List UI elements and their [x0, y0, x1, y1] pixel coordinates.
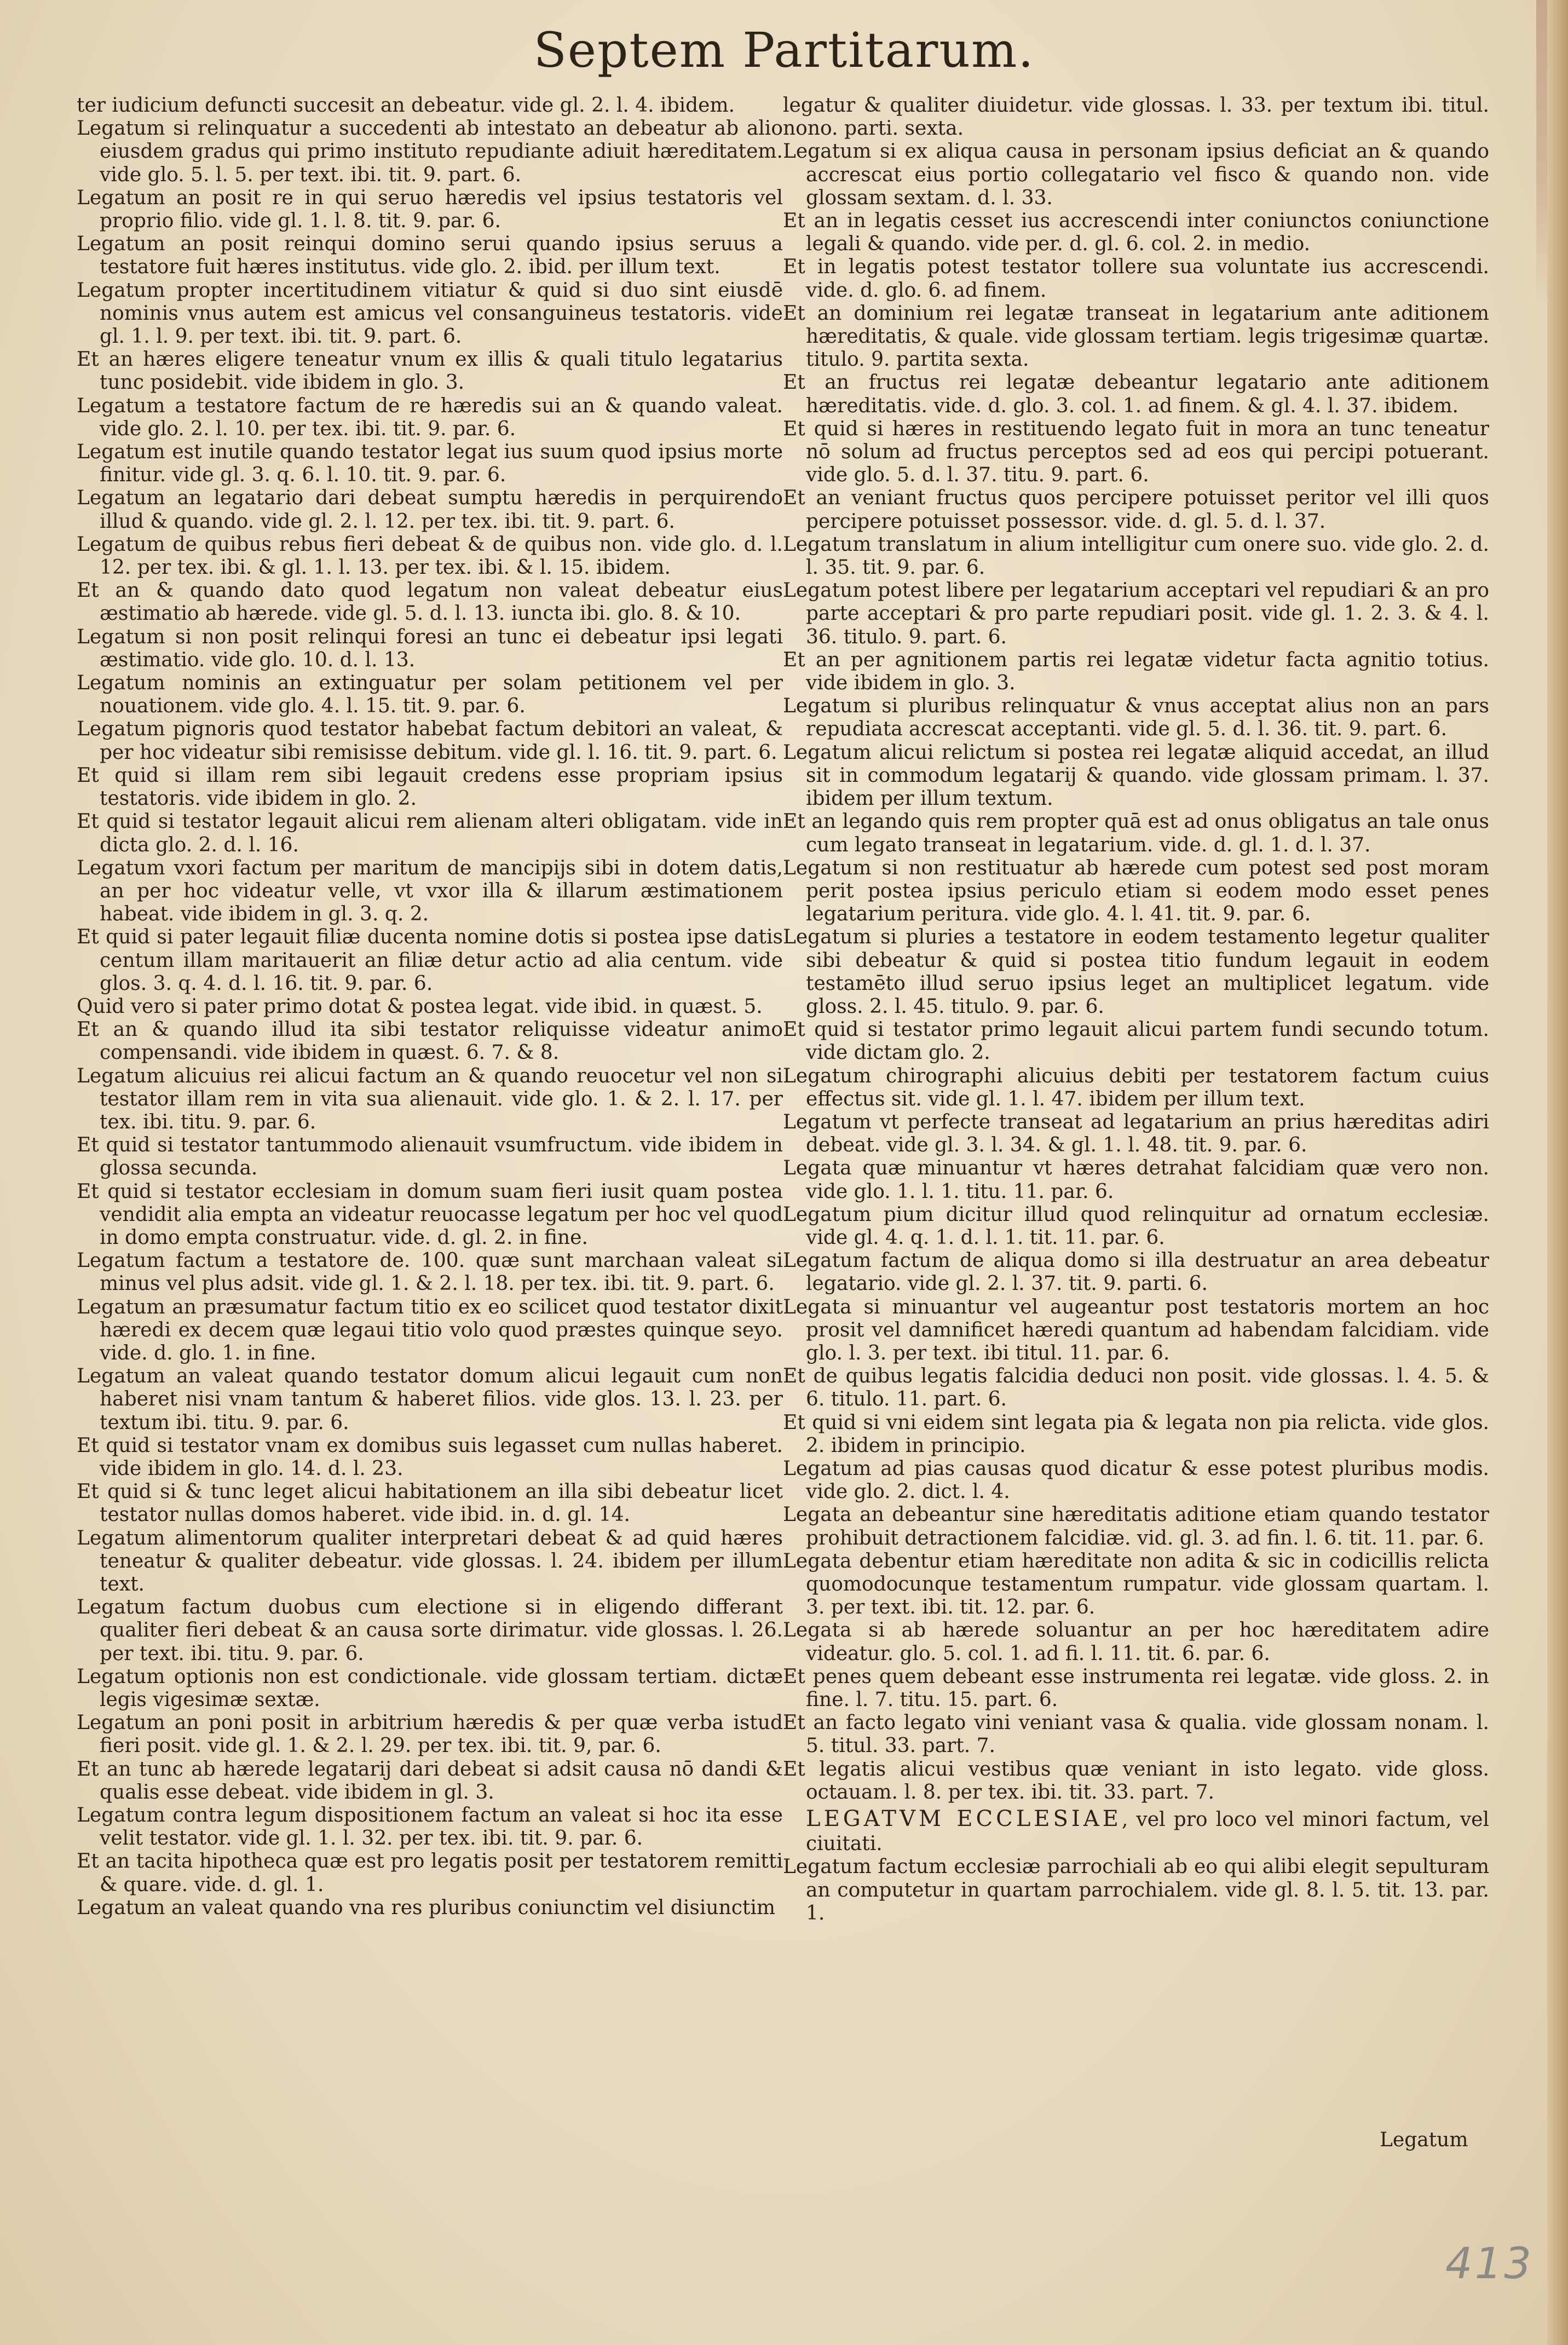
- index-entry: Legatum an posit re in qui seruo hæredis vel ipsius testatoris vel proprio filio. vide gl. 1. l. 8. tit. 9. par. 6.: [77, 186, 783, 233]
- index-entry: Et quid si testator vnam ex domibus suis legasset cum nullas haberet. vide ibidem in glo. 14. d. l. 23.: [77, 1434, 783, 1480]
- running-header: Septem Partitarum.: [533, 22, 1035, 78]
- index-entry: Legatum factum de aliqua domo si illa destruatur an area debeatur legatario. vide gl. 2. l. 37. tit. 9. parti. 6.: [783, 1249, 1489, 1295]
- index-entry: Legatum si non posit relinqui foresi an tunc ei debeatur ipsi legati æstimatio. vide glo. 10. d. l. 13.: [77, 625, 783, 671]
- index-entry: Legata an debeantur sine hæreditatis aditione etiam quando testator prohibuit detractionem falcidiæ. vid. gl. 3. ad fin. l. 6. tit. 11. par. 6.: [783, 1503, 1489, 1549]
- folio-number: 413: [1445, 2239, 1534, 2289]
- index-entry: Et quid si testator legauit alicui rem alienam alteri obligatam. vide in dicta glo. 2. d. l. 16.: [77, 810, 783, 856]
- index-entry: Legatum potest libere per legatarium acceptari vel repudiari & an pro parte acceptari & pro parte repudiari posit. vide gl. 1. 2. 3. & 4. l. 36. titulo. 9. part. 6.: [783, 579, 1489, 648]
- index-entry: Legatum nominis an extinguatur per solam petitionem vel per nouationem. vide glo. 4. l. 15. tit. 9. par. 6.: [77, 672, 783, 718]
- index-entry: Et legatis alicui vestibus quæ veniant in isto legato. vide gloss. octauam. l. 8. per tex. ibi. tit. 33. part. 7.: [783, 1758, 1489, 1804]
- index-entry: Legatum an posit reinqui domino serui quando ipsius seruus a testatore fuit hæres institutus. vide glo. 2. ibid. per illum text.: [77, 233, 783, 279]
- index-entry: Legatum vxori factum per maritum de mancipijs sibi in dotem datis, an per hoc videatur velle, vt vxor illa & illarum æstimationem habeat. vide ibidem in gl. 3. q. 2.: [77, 856, 783, 926]
- section-heading-sub: , vel pro loco vel minori factum, vel ciuitati.: [806, 1808, 1489, 1856]
- index-entry: Legatum alicui relictum si postea rei legatæ aliquid accedat, an illud sit in commodum legatarij & quando. vide glossam primam. l. 37. ibidem per illum textum.: [783, 741, 1489, 810]
- index-entry: Legatum a testatore factum de re hæredis sui an & quando valeat. vide glo. 2. l. 10. per tex. ibi. tit. 9. par. 6.: [77, 394, 783, 440]
- index-entry: Et an dominium rei legatæ transeat in legatarium ante aditionem hæreditatis, & quale. vide glossam tertiam. legis trigesimæ quartæ. titulo. 9. partita sexta.: [783, 302, 1489, 371]
- index-entry: Et quid si hæres in restituendo legato fuit in mora an tunc teneatur nō solum ad fructus perceptos sed ad eos qui percipi potuerant. vide glo. 5. d. l. 37. titu. 9. part. 6.: [783, 417, 1489, 487]
- index-entry: Legatum si relinquatur a succedenti ab intestato an debeatur ab alio eiusdem gradus qui primo instituto repudiante adiuit hæreditatem. vide glo. 5. l. 5. per text. ibi. tit. 9. part. 6.: [77, 117, 783, 186]
- index-entry: Et quid si testator primo legauit alicui partem fundi secundo totum. vide dictam glo. 2.: [783, 1018, 1489, 1064]
- index-entry: Et an legando quis rem propter quā est ad onus obligatus an tale onus cum legato transeat in legatarium. vide. d. gl. 1. d. l. 37.: [783, 810, 1489, 856]
- index-entry: Et an tacita hipotheca quæ est pro legatis posit per testatorem remitti & quare. vide. d. gl. 1.: [77, 1850, 783, 1896]
- index-entry: Legatum alicuius rei alicui factum an & quando reuocetur vel non si testator illam rem in vita sua alienauit. vide glo. 1. & 2. l. 17. per tex. ibi. titu. 9. par. 6.: [77, 1064, 783, 1133]
- index-entry: Legatum vt perfecte transeat ad legatarium an prius hæreditas adiri debeat. vide gl. 3. l. 34. & gl. 1. l. 48. tit. 9. par. 6.: [783, 1110, 1489, 1157]
- index-entry: Et an in legatis cesset ius accrescendi inter coniunctos coniunctione legali & quando. vide per. d. gl. 6. col. 2. in medio.: [783, 210, 1489, 256]
- index-entry: Legatum si pluries a testatore in eodem testamento legetur qualiter sibi debeatur & quid si postea titio fundum legauit in eodem testamēto illud seruo ipsius leget an multiplicet legatum. vide gloss. 2. l. 45. titulo. 9. par. 6.: [783, 926, 1489, 1018]
- index-entry: Legatum est inutile quando testator legat ius suum quod ipsius morte finitur. vide gl. 3. q. 6. l. 10. tit. 9. par. 6.: [77, 441, 783, 487]
- index-entry: Et quid si testator ecclesiam in domum suam fieri iusit quam postea vendidit alia empta an videatur reuocasse legatum per hoc vel quod in domo empta construatur. vide. d. gl. 2. in fine.: [77, 1180, 783, 1249]
- index-entry: ter iudicium defuncti succesit an debeatur. vide gl. 2. l. 4. ibidem.: [77, 94, 735, 117]
- index-entry: Legatum an poni posit in arbitrium hæredis & per quæ verba istud fieri posit. vide gl. 1. & 2. l. 29. per tex. ibi. tit. 9, par. 6.: [77, 1712, 783, 1758]
- index-entry: Legatum an valeat quando testator domum alicui legauit cum non haberet nisi vnam tantum & haberet filios. vide glos. 13. l. 23. per textum ibi. titu. 9. par. 6.: [77, 1365, 783, 1434]
- index-entry: Legata si ab hærede soluantur an per hoc hæreditatem adire videatur. glo. 5. col. 1. ad fi. l. 11. tit. 6. par. 6.: [783, 1619, 1489, 1665]
- index-entry: Legatum si ex aliqua causa in personam ipsius deficiat an & quando accrescat eius portio collegatario vel fisco & quando non. vide glossam sextam. d. l. 33.: [783, 140, 1489, 209]
- index-entry: Et quid si vni eidem sint legata pia & legata non pia relicta. vide glos. 2. ibidem in principio.: [783, 1411, 1489, 1457]
- section-entry: Legatum factum ecclesiæ parrochiali ab eo qui alibi elegit sepulturam an computetur in quartam parrochialem. vide gl. 8. l. 5. tit. 13. par. 1.: [783, 1856, 1489, 1925]
- left-column: [77, 94, 783, 1920]
- index-entry: Legatum translatum in alium intelligitur cum onere suo. vide glo. 2. d. l. 35. tit. 9. par. 6.: [783, 533, 1489, 579]
- index-entry: Et de quibus legatis falcidia deduci non posit. vide glossas. l. 4. 5. & 6. titulo. 11. part. 6.: [783, 1365, 1489, 1411]
- page-edge: [1547, 0, 1568, 2345]
- index-entry: Et penes quem debeant esse instrumenta rei legatæ. vide gloss. 2. in fine. l. 7. titu. 15. part. 6.: [783, 1665, 1489, 1712]
- index-entry: Legatum chirographi alicuius debiti per testatorem factum cuius effectus sit. vide gl. 1. l. 47. ibidem per illum text.: [783, 1064, 1489, 1110]
- index-entry: Et an & quando dato quod legatum non valeat debeatur eius æstimatio ab hærede. vide gl. 5. d. l. 13. iuncta ibi. glo. 8. & 10.: [77, 579, 783, 625]
- index-entry: Et quid si testator tantummodo alienauit vsumfructum. vide ibidem in glossa secunda.: [77, 1134, 783, 1180]
- index-entry: Legata si minuantur vel augeantur post testatoris mortem an hoc prosit vel damnificet hæredi quantum ad habendam falcidiam. vide glo. l. 3. per text. ibi titul. 11. par. 6.: [783, 1295, 1489, 1364]
- index-entry: Et an facto legato vini veniant vasa & qualia. vide glossam nonam. l. 5. titul. 33. part. 7.: [783, 1712, 1489, 1758]
- index-entry: Et quid si & tunc leget alicui habitationem an illa sibi debeatur licet testator nullas domos haberet. vide ibid. in. d. gl. 14.: [77, 1480, 783, 1526]
- index-entry: Et an & quando illud ita sibi testator reliquisse videatur animo compensandi. vide ibidem in quæst. 6. 7. & 8.: [77, 1018, 783, 1064]
- index-entry: Legatum optionis non est condictionale. vide glossam tertiam. dictæ legis vigesimæ sextæ.: [77, 1665, 783, 1712]
- index-entry: Et quid si illam rem sibi legauit credens esse propriam ipsius testatoris. vide ibidem in glo. 2.: [77, 764, 783, 810]
- index-entry: Et an per agnitionem partis rei legatæ videtur facta agnitio totius. vide ibidem in glo. 3.: [783, 648, 1489, 695]
- index-entry: Et an fructus rei legatæ debeantur legatario ante aditionem hæreditatis. vide. d. glo. 3. col. 1. ad finem. & gl. 4. l. 37. ibidem.: [783, 371, 1489, 417]
- index-entry: Legata debentur etiam hæreditate non adita & sic in codicillis relicta quomodocunque testamentum rumpatur. vide glossam quartam. l. 3. per text. ibi. tit. 12. par. 6.: [783, 1549, 1489, 1619]
- index-entry: Et an hæres eligere teneatur vnum ex illis & quali titulo legatarius tunc posidebit. vide ibidem in glo. 3.: [77, 348, 783, 394]
- index-entry: Legatum pignoris quod testator habebat factum debitori an valeat, & per hoc videatur sibi remisisse debitum. vide gl. l. 16. tit. 9. part. 6.: [77, 718, 783, 764]
- index-entry: Legatum si non restituatur ab hærede cum potest sed post moram perit postea ipsius periculo etiam si eodem modo esset penes legatarium peritura. vide glo. 4. l. 41. tit. 9. par. 6.: [783, 856, 1489, 926]
- index-entry: Quid vero si pater primo dotat & postea legat. vide ibid. in quæst. 5.: [77, 995, 763, 1018]
- index-entry: Legata quæ minuantur vt hæres detrahat falcidiam quæ vero non. vide glo. 1. l. 1. titu. 11. par. 6.: [783, 1157, 1489, 1203]
- index-entry: Legatum factum duobus cum electione si in eligendo differant qualiter fieri debeat & an causa sorte dirimatur. vide glossas. l. 26. per text. ibi. titu. 9. par. 6.: [77, 1596, 783, 1665]
- index-entry: Et in legatis potest testator tollere sua voluntate ius accrescendi. vide. d. glo. 6. ad finem.: [783, 256, 1489, 302]
- catchword: Legatum: [1380, 2129, 1468, 2151]
- index-entry: Legatum an legatario dari debeat sumptu hæredis in perquirendo illud & quando. vide gl. 2. l. 12. per tex. ibi. tit. 9. part. 6.: [77, 487, 783, 533]
- index-entry: Et quid si pater legauit filiæ ducenta nomine dotis si postea ipse datis centum illam maritauerit an filiæ detur actio ad alia centum. vide glos. 3. q. 4. d. l. 16. tit. 9. par. 6.: [77, 926, 783, 995]
- index-entry: Legatum ad pias causas quod dicatur & esse potest pluribus modis. vide glo. 2. dict. l. 4.: [783, 1457, 1489, 1503]
- index-entry: Legatum de quibus rebus fieri debeat & de quibus non. vide glo. d. l. 12. per tex. ibi. & gl. 1. l. 13. per tex. ibi. & l. 15. ibidem.: [77, 533, 783, 579]
- right-column: [783, 94, 1489, 1925]
- index-entry: legatur & qualiter diuidetur. vide glossas. l. 33. per textum ibi. titul. nono. parti. sexta.: [783, 94, 1489, 140]
- index-entry: Legatum an valeat quando vna res pluribus coniunctim vel disiunctim: [77, 1896, 775, 1919]
- index-entry: Legatum alimentorum qualiter interpretari debeat & ad quid hæres teneatur & qualiter debeatur. vide glossas. l. 24. ibidem per illum text.: [77, 1526, 783, 1595]
- section-heading-title: LEGATVM ECCLESIAE: [806, 1806, 1122, 1832]
- section-heading: [783, 1807, 1489, 1856]
- index-entry: Legatum factum a testatore de. 100. quæ sunt marchaan valeat si minus vel plus adsit. vide gl. 1. & 2. l. 18. per tex. ibi. tit. 9. part. 6.: [77, 1249, 783, 1295]
- right-column-entries: [783, 94, 1489, 1804]
- index-entry: Legatum pium dicitur illud quod relinquitur ad ornatum ecclesiæ. vide gl. 4. q. 1. d. l. 1. tit. 11. par. 6.: [783, 1203, 1489, 1249]
- index-entry: Legatum an præsumatur factum titio ex eo scilicet quod testator dixit hæredi ex decem quæ legaui titio volo quod præstes quinque seyo. vide. d. glo. 1. in fine.: [77, 1295, 783, 1364]
- index-entry: Et an tunc ab hærede legatarij dari debeat si adsit causa nō dandi & qualis esse debeat. vide ibidem in gl. 3.: [77, 1758, 783, 1804]
- index-entry: Legatum propter incertitudinem vitiatur & quid si duo sint eiusdē nominis vnus autem est amicus vel consanguineus testatoris. vide gl. 1. l. 9. per text. ibi. tit. 9. part. 6.: [77, 279, 783, 348]
- index-entry: Legatum contra legum dispositionem factum an valeat si hoc ita esse velit testator. vide gl. 1. l. 32. per tex. ibi. tit. 9. par. 6.: [77, 1804, 783, 1850]
- index-entry: Et an veniant fructus quos percipere potuisset peritor vel illi quos percipere potuisset possessor. vide. d. gl. 5. d. l. 37.: [783, 487, 1489, 533]
- index-entry: Legatum si pluribus relinquatur & vnus acceptat alius non an pars repudiata accrescat acceptanti. vide gl. 5. d. l. 36. tit. 9. part. 6.: [783, 695, 1489, 741]
